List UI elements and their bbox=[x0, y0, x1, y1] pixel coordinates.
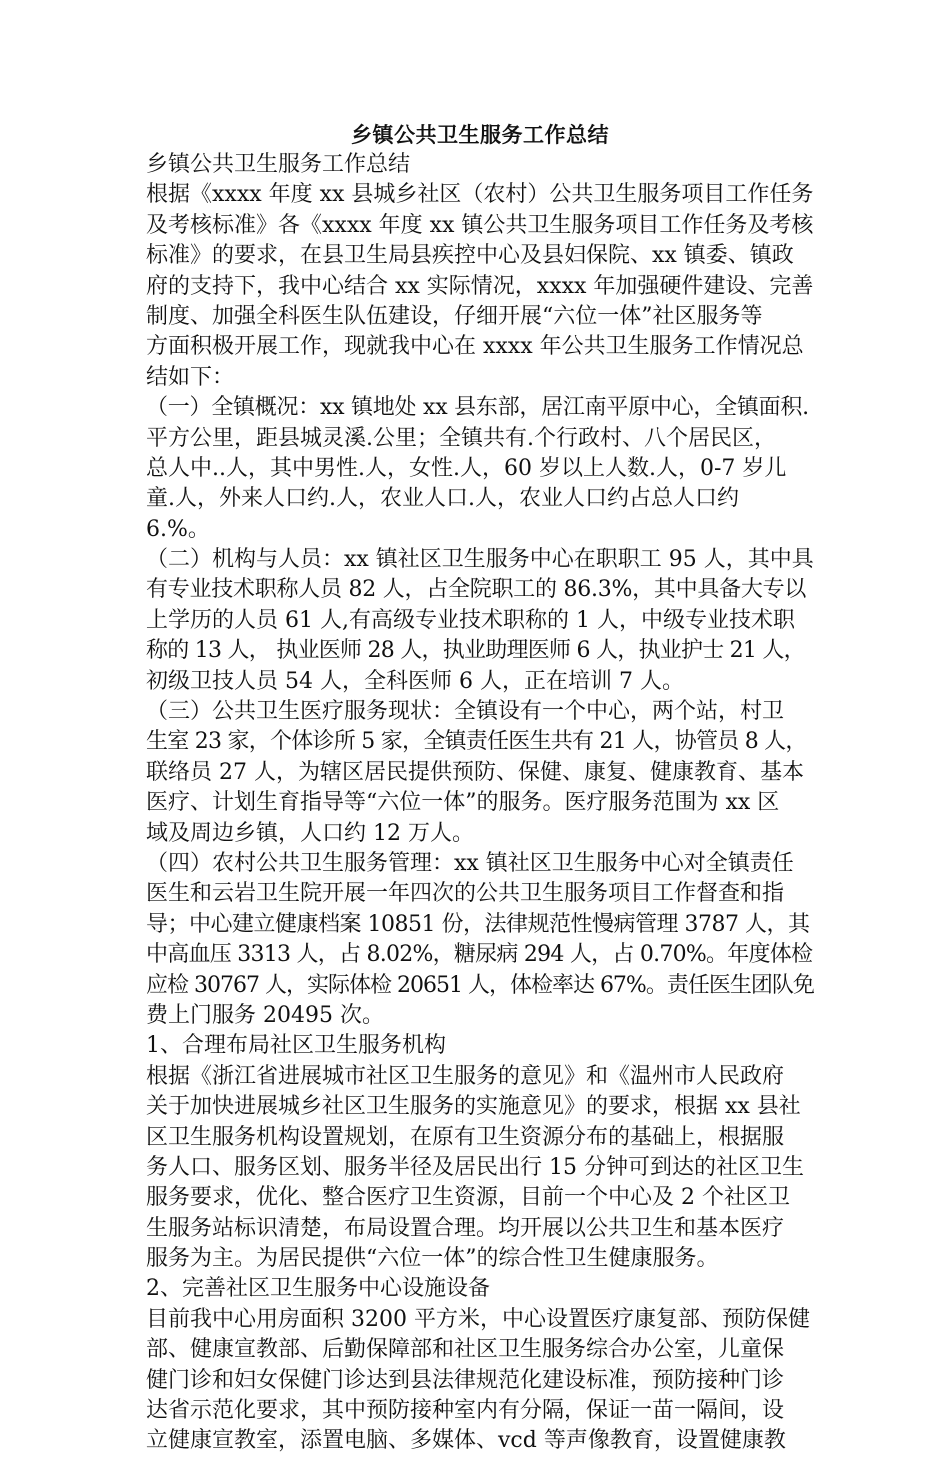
text-line: 医生和云岩卫生院开展一年四次的公共卫生服务项目工作督查和指 bbox=[146, 881, 785, 907]
paragraph bbox=[146, 1274, 814, 1304]
text-line: 根据《xxxx 年度 xx 县城乡社区（农村）公共卫生服务项目工作任务 bbox=[146, 182, 814, 208]
text-line: 服务要求，优化、整合医疗卫生资源，目前一个中心及 2 个社区卫 bbox=[146, 1185, 790, 1211]
paragraph bbox=[146, 545, 814, 697]
text-line: 标准》的要求，在县卫生局县疾控中心及县妇保院、xx 镇委、镇政 bbox=[146, 243, 794, 269]
text-line: 区卫生服务机构设置规划，在原有卫生资源分布的基础上，根据服 bbox=[146, 1124, 785, 1150]
text-line: 应检 30767 人，实际体检 20651 人，体检率达 67%。责任医生团队免 bbox=[146, 972, 814, 998]
text-line: 中高血压 3313 人，占 8.02%，糖尿病 294 人，占 0.70%。年度体检 bbox=[146, 942, 813, 968]
text-line: 立健康宣教室，添置电脑、多媒体、vcd 等声像教育，设置健康教 bbox=[146, 1428, 786, 1454]
text-line: （一）全镇概况：xx 镇地处 xx 县东部，居江南平原中心，全镇面积. bbox=[146, 395, 809, 421]
paragraph bbox=[146, 393, 814, 545]
text-line: 部、健康宣教部、后勤保障部和社区卫生服务综合办公室，儿童保 bbox=[146, 1337, 785, 1363]
text-line: 联络员 27 人，为辖区居民提供预防、保健、康复、健康教育、基本 bbox=[146, 759, 804, 785]
text-line: 有专业技术职称人员 82 人，占全院职工的 86.3%，其中具备大专以 bbox=[146, 577, 807, 603]
paragraph bbox=[146, 1031, 814, 1061]
text-line: 导；中心建立健康档案 10851 份，法律规范性慢病管理 3787 人，其 bbox=[146, 911, 810, 937]
text-line: （二）机构与人员：xx 镇社区卫生服务中心在职职工 95 人，其中具 bbox=[146, 547, 814, 573]
text-line: 制度、加强全科医生队伍建设，仔细开展“六位一体”社区服务等 bbox=[146, 303, 763, 329]
paragraph bbox=[146, 849, 814, 1031]
text-line: 医疗、计划生育指导等“六位一体”的服务。医疗服务范围为 xx 区 bbox=[146, 790, 780, 816]
text-line: 关于加快进展城乡社区卫生服务的实施意见》的要求，根据 xx 县社 bbox=[146, 1094, 801, 1120]
paragraph bbox=[146, 1062, 814, 1275]
paragraph bbox=[146, 1305, 814, 1457]
text-line: 称的 13 人， 执业医师 28 人，执业助理医师 6 人，执业护士 21 人， bbox=[146, 638, 805, 664]
text-line: 服务为主。为居民提供“六位一体”的综合性卫生健康服务。 bbox=[146, 1246, 719, 1272]
text-line: 平方公里，距县城灵溪.公里；全镇共有.个行政村、八个居民区， bbox=[146, 425, 776, 451]
text-line: 生服务站标识清楚，布局设置合理。均开展以公共卫生和基本医疗 bbox=[146, 1215, 785, 1241]
text-line: 上学历的人员 61 人,有高级专业技术职称的 1 人，中级专业技术职 bbox=[146, 607, 795, 633]
text-line: 初级卫技人员 54 人，全科医师 6 人，正在培训 7 人。 bbox=[146, 668, 684, 694]
text-line: 目前我中心用房面积 3200 平方米，中心设置医疗康复部、预防保健 bbox=[146, 1306, 810, 1332]
text-line: 域及周边乡镇，人口约 12 万人。 bbox=[146, 820, 474, 846]
text-line: 乡镇公共卫生服务工作总结 bbox=[146, 152, 411, 177]
document-page bbox=[146, 120, 814, 1457]
text-line: 务人口、服务区划、服务半径及居民出行 15 分钟可到达的社区卫生 bbox=[146, 1154, 804, 1180]
document-body bbox=[146, 150, 814, 1457]
text-line: 达省示范化要求，其中预防接种室内有分隔，保证一苗一隔间，设 bbox=[146, 1398, 785, 1424]
paragraph bbox=[146, 180, 814, 393]
text-line: （四）农村公共卫生服务管理：xx 镇社区卫生服务中心对全镇责任 bbox=[146, 850, 794, 876]
text-line: 生室 23 家，个体诊所 5 家，全镇责任医生共有 21 人，协管员 8 人， bbox=[146, 729, 807, 755]
text-line: 方面积极开展工作，现就我中心在 xxxx 年公共卫生服务工作情况总 bbox=[146, 334, 804, 360]
text-line: 健门诊和妇女保健门诊达到县法律规范化建设标准，预防接种门诊 bbox=[146, 1367, 785, 1393]
text-line: 童.人，外来人口约.人，农业人口.人，农业人口约占总人口约 bbox=[146, 486, 739, 512]
text-line: 1、合理布局社区卫生服务机构 bbox=[146, 1033, 446, 1059]
paragraph bbox=[146, 150, 814, 180]
text-line: 及考核标准》各《xxxx 年度 xx 镇公共卫生服务项目工作任务及考核 bbox=[146, 212, 814, 238]
text-line: 根据《浙江省进展城市社区卫生服务的意见》和《温州市人民政府 bbox=[146, 1063, 785, 1089]
text-line: 府的支持下，我中心结合 xx 实际情况，xxxx 年加强硬件建设、完善 bbox=[146, 273, 814, 299]
text-line: 费上门服务 20495 次。 bbox=[146, 1002, 384, 1028]
paragraph bbox=[146, 697, 814, 849]
text-line: （三）公共卫生医疗服务现状：全镇设有一个中心，两个站，村卫 bbox=[146, 699, 785, 725]
text-line: 6.%。 bbox=[146, 516, 210, 542]
text-line: 2、完善社区卫生服务中心设施设备 bbox=[146, 1276, 490, 1302]
text-line: 结如下： bbox=[146, 364, 235, 390]
document-title: 乡镇公共卫生服务工作总结 bbox=[351, 123, 609, 147]
text-line: 总人中..人，其中男性.人，女性.人，60 岁以上人数.人，0-7 岁儿 bbox=[146, 455, 787, 481]
